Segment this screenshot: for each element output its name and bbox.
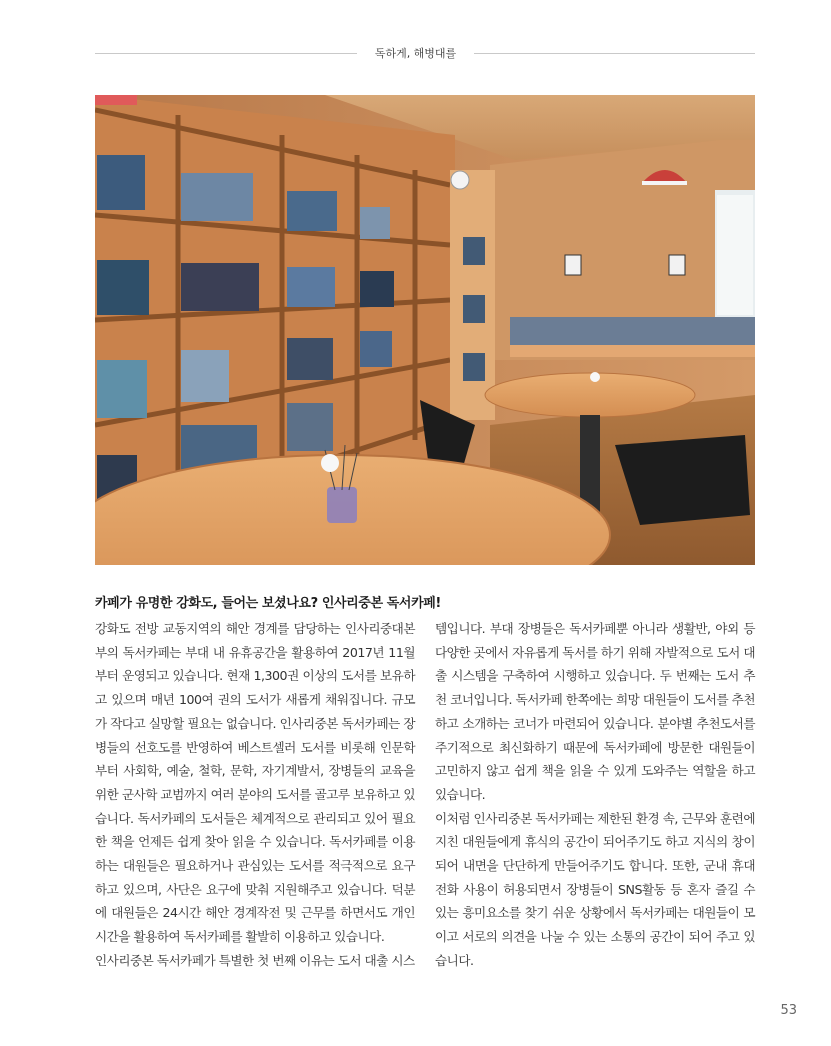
section-title: 독하게, 해병대를 [374,47,457,60]
body-paragraph: 템입니다. 부대 장병들은 독서카페뿐 아니라 생활반, 야외 등 다양한 곳에서 자유롭게 독서를 하기 위해 자발적으로 도서 대출 시스템을 구축하여 시행하고 있습니다. 두 번째는 도서 추천 코너입니다. 독서카페 한쪽에는 희망 대원들이 도서를 추천하고 소개하는 코너가 마련되어 있습니다. 분야별 추천도서를 주기적으로 최신화하기 때문에 독서카페에 방문한 대원들이 고민하지 않고 쉽게 책을 읽을 수 있게 도와주는 역할을 하고 있습니다. [435,621,755,802]
body-paragraph: 인사리중본 독서카페가 특별한 첫 번째 이유는 도서 대출 시스 [95,952,415,968]
library-cafe-photo [95,95,755,565]
header-rule-right [474,53,755,54]
article-subheading: 카페가 유명한 강화도, 들어는 보셨나요? 인사리중본 독서카페! [95,596,441,611]
page-number: 53 [780,1003,797,1018]
header-rule-left [95,53,357,54]
article-column-right [435,617,755,973]
body-paragraph: 이처럼 인사리중본 독서카페는 제한된 환경 속, 근무와 훈련에 지친 대원들에게 휴식의 공간이 되어주기도 하고 지식의 창이 되어 내면을 단단하게 만들어주기도 합니다. 또한, 군내 휴대전화 사용이 허용되면서 장병들이 SNS활동 등 혼자 즐길 수 있는 흥미요소를 찾기 쉬운 상황에서 독서카페는 대원들이 모이고 서로의 의견을 나눌 수 있는 소통의 공간이 되어 주고 있습니다. [435,810,755,968]
body-paragraph: 강화도 전방 교동지역의 해안 경계를 담당하는 인사리중대본부의 독서카페는 부대 내 유휴공간을 활용하여 2017년 11월부터 운영되고 있습니다. 현재 1,300권 이상의 도서를 보유하고 있으며 매년 100여 권의 도서가 새롭게 채워집니다. 규모가 작다고 실망할 필요는 없습니다. 인사리중본 독서카페는 장병들의 선호도를 반영하여 베스트셀러 도서를 비롯해 인문학부터 사회학, 예술, 철학, 문학, 자기계발서, 장병들의 교육을 위한 군사학 교범까지 여러 분야의 도서를 골고루 보유하고 있습니다. 독서카페의 도서들은 체계적으로 관리되고 있어 필요한 책을 언제든 쉽게 찾아 읽을 수 있습니다. 독서카페를 이용하는 대원들은 필요하거나 관심있는 도서를 적극적으로 요구하고 있으며, 사단은 요구에 맞춰 지원해주고 있습니다. 덕분에 대원들은 24시간 해안 경계작전 및 근무를 하면서도 개인시간을 활용하여 독서카페를 활발히 이용하고 있습니다. [95,621,415,945]
article-column-left [95,592,441,973]
